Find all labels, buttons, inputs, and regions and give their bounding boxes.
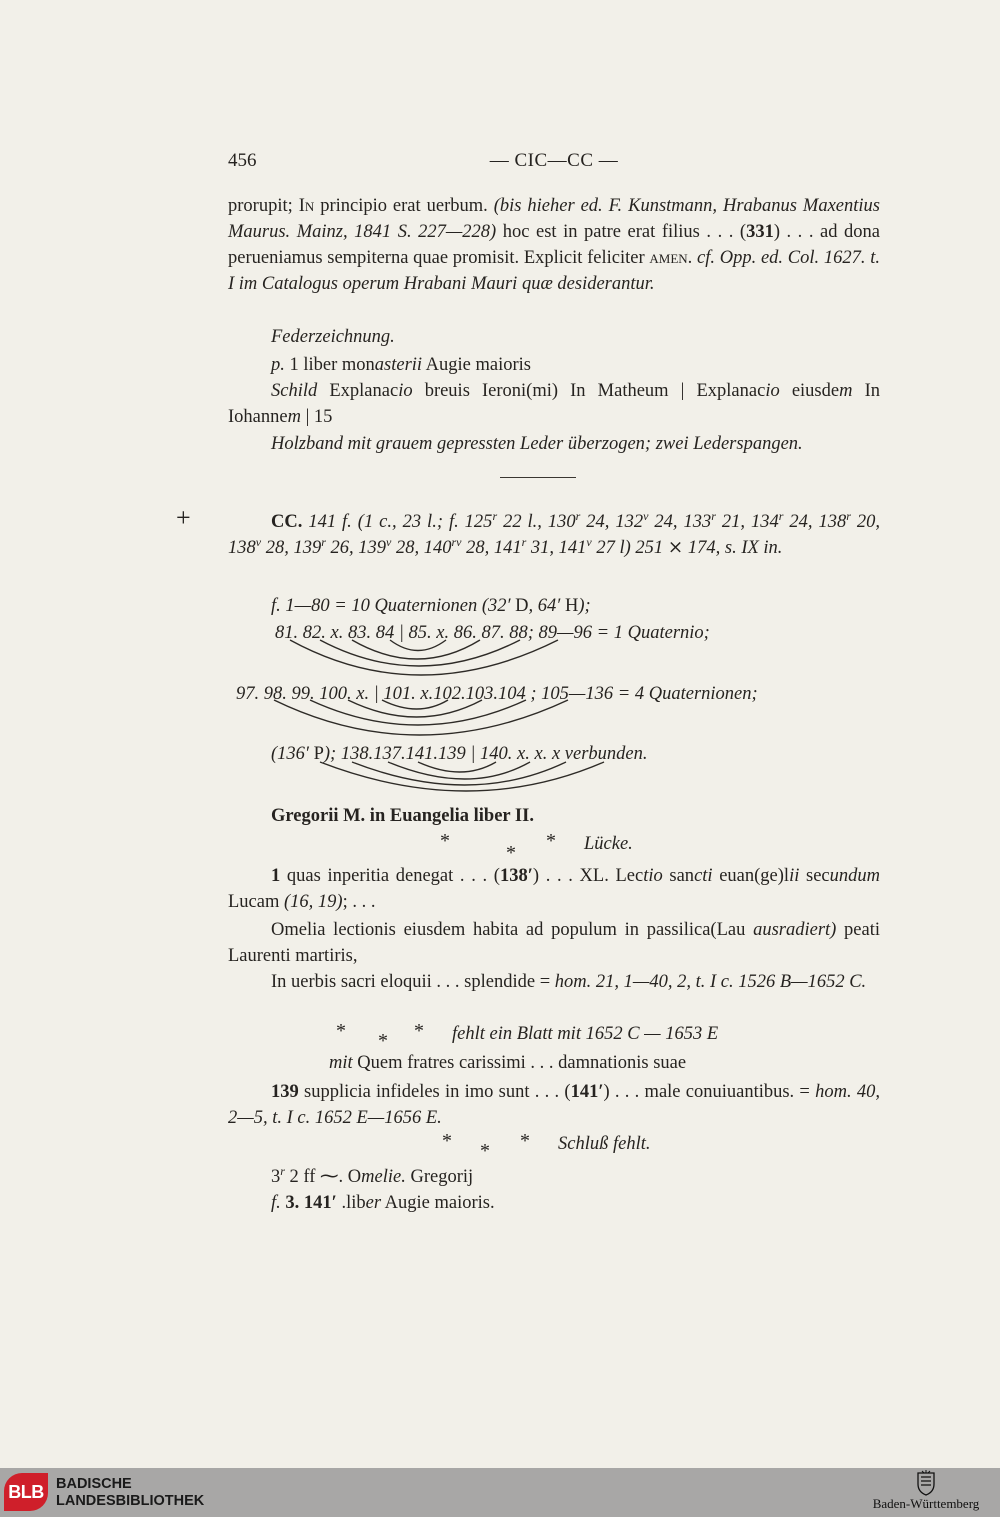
work-title bbox=[228, 803, 923, 829]
text-run: f. bbox=[271, 1193, 286, 1213]
text-run: Federzeichnung. bbox=[271, 327, 395, 347]
text-run: v bbox=[643, 508, 649, 523]
cc-quire-line bbox=[228, 593, 923, 619]
text-run: 139 bbox=[271, 1082, 299, 1102]
text-run: f. 1—80 = 10 Quaternionen (32′ bbox=[271, 596, 516, 616]
text-run: 81. 82. x. 83. 84 | 85. x. 86. 87. 88; 89—96 = 1 Quaternio; bbox=[275, 623, 710, 643]
text-run: io bbox=[398, 381, 413, 401]
lacuna-note: Schluß fehlt. bbox=[558, 1134, 651, 1154]
text-run: er bbox=[365, 1193, 382, 1213]
library-name-line-1: BADISCHE bbox=[56, 1476, 132, 1492]
text-run: sec bbox=[799, 866, 830, 886]
text-run: 27 l) 251 ⨯ 174, s. IX in. bbox=[591, 538, 783, 558]
text-run: 24, 132 bbox=[580, 512, 644, 532]
asterisk: * bbox=[378, 1030, 388, 1052]
quire-diagram-line-2 bbox=[236, 681, 886, 707]
text-run: rv bbox=[451, 534, 462, 549]
text-run: ausradiert) bbox=[753, 920, 837, 940]
text-incipit-c bbox=[228, 969, 880, 995]
text-run: In bbox=[298, 196, 315, 216]
text-run: 20, 138 bbox=[228, 512, 881, 558]
text-run: cf. Opp. ed. Col. 1627. t. I im Catalogus operum Hrabani Mauri quæ desiderantur. bbox=[228, 248, 880, 294]
text-run: Holzband mit grauem gepressten Leder überzogen; zwei Lederspangen. bbox=[271, 434, 803, 454]
text-run: peati Laurenti martiris, bbox=[228, 920, 880, 966]
text-run: Lucam bbox=[228, 892, 284, 912]
margin-mark: + bbox=[176, 503, 191, 532]
text-incipit-d bbox=[228, 1050, 981, 1076]
text-run: . bbox=[687, 248, 698, 268]
text-run: Quem fratres carissimi . . . damnationis suae bbox=[352, 1053, 687, 1073]
text-run: 97. 98. 99. 100. x. | 101. x.102.103.104 ; 105—136 = 4 Quaternionen; bbox=[236, 684, 758, 704]
text-run: breuis Ieroni(mi) In Matheum | Explanac bbox=[412, 381, 766, 401]
cic-description bbox=[228, 193, 880, 297]
text-run: 3 bbox=[271, 1167, 281, 1187]
text-run: ; . . . bbox=[342, 892, 376, 912]
text-run: quas inperitia denegat . . . ( bbox=[280, 866, 500, 886]
text-run: m bbox=[839, 381, 853, 401]
text-run: melie. bbox=[361, 1167, 406, 1187]
cic-label-note bbox=[228, 378, 880, 430]
text-run: mit bbox=[329, 1053, 353, 1073]
text-run: ) . . . male conuiuantibus. = bbox=[603, 1082, 816, 1102]
text-run: Gregorij bbox=[405, 1167, 474, 1187]
text-run: hoc est in patre erat filius . . . ( bbox=[496, 222, 747, 242]
text-run: ) . . . XL. Lec bbox=[532, 866, 644, 886]
text-run: hom. 40, 2—5, t. I c. 1652 E—1656 E. bbox=[228, 1082, 880, 1128]
text-run: | 15 bbox=[300, 407, 333, 427]
text-run: io bbox=[765, 381, 780, 401]
text-run: Gregorii M. in Euangelia liber II. bbox=[271, 806, 534, 826]
state-branding bbox=[856, 1470, 996, 1516]
asterisk: * bbox=[480, 1140, 490, 1162]
text-run: Explanac bbox=[317, 381, 399, 401]
text-run: Augie maioris. bbox=[381, 1193, 495, 1213]
lacuna-marker-2 bbox=[228, 1020, 880, 1050]
text-incipit-e bbox=[228, 1079, 880, 1131]
text-run: 24, 138 bbox=[783, 512, 847, 532]
text-run: (16, 19) bbox=[284, 892, 343, 912]
asterisk: * bbox=[440, 830, 450, 852]
cic-ownership-note bbox=[228, 352, 923, 378]
text-run: Omelia lectionis eiusdem habita ad populum in passilica(Lau bbox=[271, 920, 754, 940]
text-run: r bbox=[846, 508, 851, 523]
lacuna-marker-3 bbox=[228, 1130, 880, 1160]
text-run: r bbox=[711, 508, 716, 523]
text-run: 1 bbox=[271, 866, 281, 886]
text-run: san bbox=[662, 866, 695, 886]
library-name bbox=[56, 1476, 204, 1510]
text-run: v bbox=[255, 534, 262, 549]
text-run: 331 bbox=[746, 222, 774, 242]
text-run: P bbox=[313, 744, 324, 764]
text-run: m bbox=[287, 407, 301, 427]
cc-collation bbox=[228, 509, 880, 561]
text-run: 28, 140 bbox=[391, 538, 452, 558]
text-run: 3. 141′ bbox=[285, 1193, 337, 1213]
text-run: ); bbox=[578, 596, 591, 616]
folio-note-1 bbox=[228, 1164, 923, 1190]
text-run: ) . . . ad dona perueniamus sempiterna quae promisit. Explicit feliciter bbox=[228, 222, 880, 268]
text-run: 28, 139 bbox=[261, 538, 322, 558]
running-title: — CIC—CC — bbox=[489, 150, 619, 171]
asterisk: * bbox=[520, 1130, 530, 1152]
text-run: undum bbox=[829, 866, 880, 886]
text-run: r bbox=[778, 508, 784, 523]
text-run: 1 liber mon bbox=[284, 355, 375, 375]
text-run: 2 ff ⁓. O bbox=[284, 1167, 362, 1187]
quire-diagram-line-1 bbox=[228, 620, 927, 646]
text-run: (136′ bbox=[271, 744, 314, 764]
page-number: 456 bbox=[228, 150, 257, 171]
text-run: 26, 139 bbox=[325, 538, 386, 558]
text-run: tio bbox=[643, 866, 663, 886]
section-divider bbox=[500, 477, 576, 478]
asterisk: * bbox=[414, 1020, 424, 1042]
text-run: (bis hieher ed. F. Kunstmann, Hrabanus Maxentius Maurus. Mainz, 1841 S. 227—228) bbox=[228, 196, 880, 242]
text-incipit-a bbox=[228, 863, 880, 915]
text-run: asterii bbox=[374, 355, 423, 375]
asterisk: * bbox=[442, 1130, 452, 1152]
text-run: v bbox=[386, 534, 392, 549]
text-run: In Iohanne bbox=[228, 381, 880, 427]
text-run: In uerbis sacri eloquii . . . splendide = bbox=[271, 972, 555, 992]
folio-note-2 bbox=[228, 1190, 923, 1216]
text-run: CC. bbox=[271, 512, 309, 532]
text-run: .lib bbox=[336, 1193, 366, 1213]
quire-diagram-line-3 bbox=[228, 741, 923, 767]
text-run: ); 138.137.141.139 | 140. x. x. x verbunden. bbox=[323, 744, 648, 764]
text-run: 28, 141 bbox=[461, 538, 522, 558]
text-run: Augie maioris bbox=[422, 355, 532, 375]
state-name: Baden-Württemberg bbox=[872, 1496, 980, 1511]
text-run: euan(ge)l bbox=[712, 866, 790, 886]
text-run: supplicia infideles in imo sunt . . . ( bbox=[298, 1082, 571, 1102]
page-header bbox=[228, 150, 880, 180]
text-run: r bbox=[492, 508, 498, 523]
text-run: prorupit; bbox=[228, 196, 299, 216]
asterisk: * bbox=[506, 842, 516, 864]
text-run: hom. 21, 1—40, 2, t. I c. 1526 B—1652 C. bbox=[554, 972, 867, 992]
text-run: 31, 141 bbox=[526, 538, 587, 558]
text-run: 141′ bbox=[570, 1082, 604, 1102]
library-footer bbox=[0, 1468, 1000, 1517]
text-run: 138′ bbox=[499, 866, 533, 886]
text-run: principio erat uerbum. bbox=[314, 196, 494, 216]
lacuna-marker-1 bbox=[228, 830, 880, 864]
library-name-line-2: LANDESBIBLIOTHEK bbox=[56, 1493, 205, 1509]
text-run: Schild bbox=[271, 381, 318, 401]
text-run: amen bbox=[649, 248, 688, 268]
cic-drawing-note bbox=[228, 324, 923, 350]
text-run: 24, 133 bbox=[648, 512, 712, 532]
text-run: p. bbox=[271, 355, 285, 375]
text-run: r bbox=[575, 508, 581, 523]
text-run: r bbox=[280, 1163, 285, 1178]
text-run: r bbox=[521, 534, 527, 549]
cic-binding-note bbox=[228, 431, 923, 457]
text-run: 141 f. (1 c., 23 l.; f. 125 bbox=[308, 512, 493, 532]
text-run: cti bbox=[694, 866, 713, 886]
asterisk: * bbox=[336, 1020, 346, 1042]
text-run: H bbox=[564, 596, 579, 616]
blb-logo: BLB bbox=[4, 1473, 48, 1511]
lacuna-note: fehlt ein Blatt mit 1652 C — 1653 E bbox=[452, 1024, 719, 1044]
asterisk: * bbox=[546, 830, 556, 852]
text-run: D bbox=[515, 596, 529, 616]
text-run: 22 l., 130 bbox=[497, 512, 576, 532]
lacuna-note: Lücke. bbox=[584, 834, 633, 854]
coat-of-arms-icon bbox=[916, 1470, 936, 1496]
text-run: , 64′ bbox=[528, 596, 565, 616]
text-run: r bbox=[321, 534, 326, 549]
text-run: v bbox=[586, 534, 592, 549]
text-run: eiusde bbox=[779, 381, 840, 401]
text-run: ii bbox=[789, 866, 800, 886]
text-incipit-b bbox=[228, 917, 880, 969]
text-run: 21, 134 bbox=[715, 512, 779, 532]
